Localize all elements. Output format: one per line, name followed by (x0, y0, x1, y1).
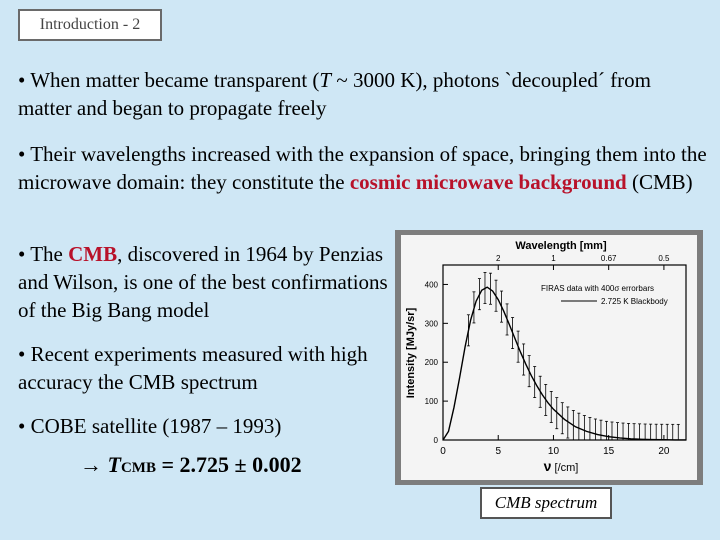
legend-data-label: FIRAS data with 400σ errorbars (541, 284, 654, 293)
top-tick-label: 1 (551, 254, 556, 263)
y-tick-label: 300 (424, 319, 438, 329)
top-tick-label: 0.5 (658, 254, 670, 263)
figure-caption: CMB spectrum (480, 487, 612, 519)
bullet-cobe: • COBE satellite (1987 – 1993) (18, 414, 282, 438)
x-tick-label: 15 (603, 446, 615, 457)
cmb-temperature-result: → TCMB = 2.725 ± 0.002 (80, 452, 302, 477)
bullet-discovery: • The CMB, discovered in 1964 by Penzias and Wilson, is one of the best confirmations of the Big Bang model (18, 242, 388, 322)
y-tick-label: 0 (433, 436, 438, 445)
x-tick-label: 10 (547, 446, 560, 457)
cmb-spectrum-chart (401, 235, 697, 480)
y-tick-label: 400 (424, 280, 438, 290)
top-tick-label: 0.67 (600, 254, 617, 263)
cmb-spectrum-figure (395, 230, 703, 485)
x-tick-label: 0 (440, 446, 446, 457)
y-axis-label: Intensity [MJy/sr] (405, 307, 417, 399)
x-tick-label: 20 (658, 446, 670, 457)
x-tick-label: 5 (495, 446, 502, 457)
x-axis-label: ν [/cm] (543, 458, 579, 474)
highlight-cmb: CMB (68, 242, 118, 266)
legend-fit-label: 2.725 K Blackbody (601, 297, 668, 306)
bullet-experiments: • Recent experiments measured with high accuracy the CMB spectrum (18, 342, 368, 394)
bullet-wavelengths: • Their wavelengths increased with the expansion of space, bringing them into the microwave domain: they constitute the cosmic microwave background (CMB) (18, 142, 707, 194)
chart-background (401, 235, 697, 480)
slide-tag: Introduction - 2 (18, 9, 162, 41)
highlight-cmb-term: cosmic microwave background (349, 170, 627, 194)
top-tick-label: 2 (496, 254, 501, 263)
bullet-decoupling: • When matter became transparent (T ~ 3000 K), photons `decoupled´ from matter and began to propagate freely (18, 68, 651, 120)
y-tick-label: 100 (424, 397, 438, 407)
top-axis-label: Wavelength [mm] (515, 240, 607, 252)
y-tick-label: 200 (424, 358, 438, 368)
